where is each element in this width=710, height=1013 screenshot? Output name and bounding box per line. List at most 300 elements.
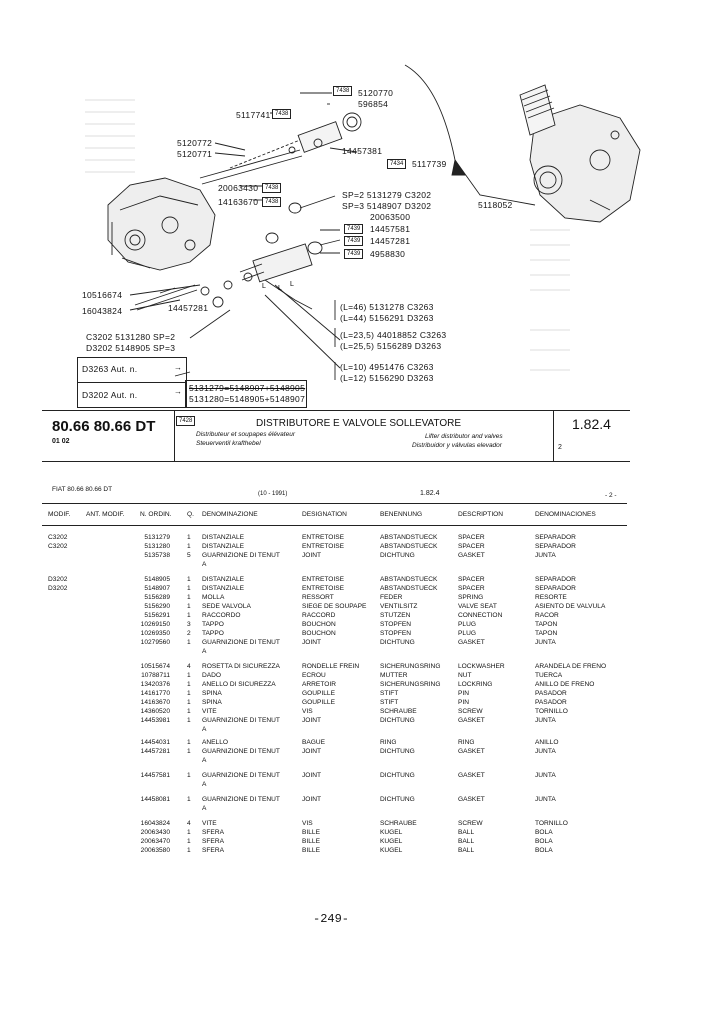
cell-es: RACOR [535,612,559,619]
cell-es: PASADOR [535,690,567,697]
cell-de: DICHTUNG [380,717,415,724]
cell-fr: JOINT [302,772,322,779]
cell-it: GUARNIZIONE DI TENUT [202,717,280,724]
cell-m: D3202 [48,576,68,583]
cell-en: BALL [458,829,475,836]
aut-row-2: D3202 Aut. n. [82,390,138,400]
part-callout: (L=25,5) 5156289 D3263 [340,341,442,351]
cell-fr: SIEGE DE SOUPAPE [302,603,367,610]
cell-de: FEDER [380,594,403,601]
cell-fr: RACCORD [302,612,336,619]
table-row [0,805,620,814]
table-row [0,552,620,561]
part-callout: 14457281 [168,303,209,313]
cell-fr: RESSORT [302,594,334,601]
table-row [0,576,620,585]
cell-fr: ECROU [302,672,326,679]
cell-en: GASKET [458,748,485,755]
cell-n: 13420376 [140,681,170,688]
part-callout: (L=44) 5156291 D3263 [340,313,434,323]
cell-fr: JOINT [302,639,322,646]
cell-it: DISTANZIALE [202,534,245,541]
col-benennung: BENENNUNG [380,511,423,518]
cell-q: 1 [187,534,191,541]
cell-es: JUNTA [535,748,556,755]
table-row [0,757,620,766]
cell-en: GASKET [458,717,485,724]
cell-en: GASKET [458,639,485,646]
header-divider [174,411,175,461]
cell-de: KUGEL [380,829,403,836]
header-ref-tag: 7428 [176,416,195,426]
cell-de: ABSTANDSTUECK [380,543,438,550]
col-q: Q. [187,511,194,518]
cell-fr: JOINT [302,796,322,803]
cell-it: GUARNIZIONE DI TENUT [202,552,280,559]
table-date: (10 - 1991) [258,491,288,497]
cell-es: JUNTA [535,552,556,559]
page-small: 2 [558,444,562,451]
cell-q: 1 [187,838,191,845]
part-callout: 4958830 [370,249,406,259]
cell-q: 1 [187,717,191,724]
cell-n: 14457281 [140,748,170,755]
cell-es: ARANDELA DE FRENO [535,663,607,670]
cell-q: 1 [187,603,191,610]
cell-n: 14458081 [140,796,170,803]
cell-en: PLUG [458,621,476,628]
cell-it: GUARNIZIONE DI TENUT [202,796,280,803]
cell-en: PLUG [458,630,476,637]
ref-tag: 7438 [272,109,291,119]
title-de: Steuerventil krafthebel [196,440,261,447]
cell-it: VITE [202,820,217,827]
cell-de: DICHTUNG [380,639,415,646]
cell-it: A [202,757,207,764]
cell-q: 1 [187,639,191,646]
aut-formula-1: 5131279=5148907+5148905 [189,383,306,393]
col-modif: MODIF. [48,511,71,518]
part-callout: 20063500 [370,212,411,222]
cell-fr: ENTRETOISE [302,585,345,592]
cell-es: BOLA [535,838,553,845]
cell-it: TAPPO [202,630,224,637]
cell-it: A [202,561,207,568]
part-callout: (L=12) 5156290 D3263 [340,373,434,383]
cell-n: 5131280 [144,543,170,550]
cell-it: A [202,781,207,788]
cell-q: 1 [187,748,191,755]
cell-n: 14360520 [140,708,170,715]
cell-it: ANELLO DI SICUREZZA [202,681,276,688]
cell-q: 1 [187,543,191,550]
table-row [0,594,620,603]
table-row [0,585,620,594]
cell-es: TORNILLO [535,820,568,827]
cell-de: ABSTANDSTUECK [380,534,438,541]
ref-tag: 7434 [387,159,406,169]
page-number: -249- [313,912,350,926]
cell-fr: BILLE [302,829,320,836]
table-row [0,681,620,690]
arrow-right-icon: → [174,387,182,396]
cell-en: SCREW [458,820,483,827]
cell-en: BALL [458,847,475,854]
svg-text:L: L [262,283,266,290]
table-row [0,690,620,699]
cell-it: TAPPO [202,621,224,628]
cell-de: DICHTUNG [380,552,415,559]
cell-n: 5148905 [144,576,170,583]
part-callout: SP=3 5148907 D3202 [342,201,432,211]
cell-es: JUNTA [535,717,556,724]
cell-fr: JOINT [302,717,322,724]
table-row [0,663,620,672]
cell-fr: ENTRETOISE [302,576,345,583]
cell-de: DICHTUNG [380,796,415,803]
table-row [0,603,620,612]
cell-en: LOCKWASHER [458,663,505,670]
cell-es: BOLA [535,847,553,854]
cell-it: GUARNIZIONE DI TENUT [202,748,280,755]
col-denominaciones: DENOMINACIONES [535,511,596,518]
cell-es: JUNTA [535,796,556,803]
cell-de: SCHRAUBE [380,820,417,827]
cell-fr: VIS [302,708,313,715]
cell-fr: VIS [302,820,313,827]
cell-n: 10788711 [141,672,170,679]
cell-es: TUERCA [535,672,563,679]
cell-n: 14454031 [140,739,170,746]
table-row [0,717,620,726]
cell-de: STUTZEN [380,612,411,619]
cell-m: C3202 [48,534,68,541]
cell-es: JUNTA [535,772,556,779]
title-en: Lifter distributor and valves [425,433,503,440]
model-code: 01 02 [52,438,70,445]
table-row [0,847,620,856]
cell-es: ANILLO DE FRENO [535,681,595,688]
cell-fr: JOINT [302,552,322,559]
cell-de: ABSTANDSTUECK [380,585,438,592]
cell-n: 20063580 [140,847,170,854]
cell-en: SPACER [458,585,485,592]
model-title: 80.66 80.66 DT [52,418,156,435]
part-callout: 10516674 [82,290,123,300]
table-row [0,630,620,639]
part-callout: 596854 [358,99,389,109]
cell-n: 10269350 [140,630,170,637]
cell-n: 20063470 [140,838,170,845]
parts-table-body [0,534,710,854]
cell-en: NUT [458,672,472,679]
ref-tag: 7438 [262,183,281,193]
cell-n: 5156291 [144,612,170,619]
cell-q: 5 [187,552,191,559]
cell-de: DICHTUNG [380,772,415,779]
cell-q: 1 [187,681,191,688]
part-callout: 16043824 [82,306,123,316]
table-row [0,534,620,543]
ref-tag: 7439 [344,249,363,259]
ref-tag: 7438 [333,86,352,96]
cell-es: JUNTA [535,639,556,646]
table-row [0,672,620,681]
cell-es: TORNILLO [535,708,568,715]
ref-tag: 7438 [262,197,281,207]
cell-en: LOCKRING [458,681,493,688]
cell-fr: GOUPILLE [302,699,335,706]
cell-es: SEPARADOR [535,534,576,541]
cell-q: 1 [187,612,191,619]
col-n-ordin: N. ORDIN. [140,511,172,518]
col-ant-modif: ANT. MODIF. [86,511,125,518]
table-row [0,838,620,847]
cell-it: SPINA [202,690,222,697]
cell-fr: RONDELLE FREIN [302,663,360,670]
table-row [0,820,620,829]
table-row [0,748,620,757]
cell-de: SICHERUNGSRING [380,681,441,688]
cell-n: 5135738 [144,552,170,559]
cell-fr: ENTRETOISE [302,534,345,541]
aut-row-1: D3263 Aut. n. [82,364,138,374]
cell-q: 1 [187,708,191,715]
cell-en: PIN [458,690,469,697]
cell-es: SEPARADOR [535,585,576,592]
cell-it: A [202,648,207,655]
cell-n: 16043824 [140,820,170,827]
arrow-right-icon: → [174,363,182,372]
cell-es: ANILLO [535,739,559,746]
cell-n: 10515674 [140,663,170,670]
svg-text:L: L [290,281,294,288]
svg-text:L: L [278,285,282,292]
cell-it: DISTANZIALE [202,543,245,550]
cell-n: 14161770 [140,690,170,697]
part-callout: (L=23,5) 44018852 C3263 [340,330,447,340]
title-fr: Distributeur et soupapes élévateur [196,431,296,438]
cell-fr: BILLE [302,847,320,854]
cell-en: BALL [458,838,475,845]
cell-de: STIFT [380,699,399,706]
part-callout: 14457381 [342,146,383,156]
cell-q: 1 [187,576,191,583]
cell-en: VALVE SEAT [458,603,497,610]
cell-m: D3202 [48,585,68,592]
cell-en: GASKET [458,552,485,559]
cell-es: PASADOR [535,699,567,706]
cell-n: 10269150 [140,621,170,628]
table-row [0,829,620,838]
cell-it: SFERA [202,847,224,854]
part-callout: C3202 5131280 SP=2 [86,332,176,342]
cell-de: SICHERUNGSRING [380,663,441,670]
part-callout: 14457281 [370,236,411,246]
cell-q: 4 [187,663,191,670]
cell-fr: GOUPILLE [302,690,335,697]
cell-en: GASKET [458,796,485,803]
cell-q: 1 [187,690,191,697]
part-callout: 5120772 [177,138,213,148]
cell-q: 4 [187,820,191,827]
cell-es: SEPARADOR [535,543,576,550]
header-divider [553,411,554,461]
cell-it: MOLLA [202,594,225,601]
part-callout: 5120770 [358,88,394,98]
part-callout: D3202 5148905 SP=3 [86,343,176,353]
table-section: 1.82.4 [420,490,440,497]
cell-it: SPINA [202,699,222,706]
header-rule [42,410,630,411]
cell-it: VITE [202,708,217,715]
cell-it: DISTANZIALE [202,576,245,583]
cell-q: 1 [187,739,191,746]
cell-it: A [202,726,207,733]
cell-en: SPACER [458,543,485,550]
section-number: 1.82.4 [572,416,611,432]
section-title: DISTRIBUTORE E VALVOLE SOLLEVATORE [256,418,462,429]
table-page: - 2 - [605,492,617,499]
cell-q: 1 [187,699,191,706]
table-row [0,639,620,648]
cell-en: SPACER [458,576,485,583]
cell-en: GASKET [458,772,485,779]
part-callout: (L=10) 4951476 C3263 [340,362,434,372]
header-rule [42,461,630,462]
cell-it: SEDE VALVOLA [202,603,251,610]
cell-en: SPRING [458,594,484,601]
cell-fr: BOUCHON [302,621,336,628]
cell-n: 5148907 [144,585,170,592]
cell-fr: ARRETOIR [302,681,336,688]
cell-en: SCREW [458,708,483,715]
cell-it: ROSETTA DI SICUREZZA [202,663,280,670]
cell-m: C3202 [48,543,68,550]
cell-fr: JOINT [302,748,322,755]
cell-de: RING [380,739,397,746]
cell-it: ANELLO [202,739,229,746]
cell-es: TAPON [535,621,558,628]
cell-it: GUARNIZIONE DI TENUT [202,772,280,779]
table-row [0,739,620,748]
cell-fr: ENTRETOISE [302,543,345,550]
part-callout: 20063430 [218,183,259,193]
cell-de: ABSTANDSTUECK [380,576,438,583]
aut-box [77,357,187,408]
cell-es: TAPON [535,630,558,637]
ref-tag: 7439 [344,236,363,246]
table-rule [42,503,627,504]
cell-fr: BAGUE [302,739,326,746]
table-row [0,648,620,657]
cell-de: DICHTUNG [380,748,415,755]
cell-es: ASIENTO DE VALVULA [535,603,606,610]
col-designation: DESIGNATION [302,511,347,518]
cell-n: 14163670 [140,699,170,706]
cell-q: 2 [187,630,191,637]
part-callout: (L=46) 5131278 C3263 [340,302,434,312]
cell-n: 14453981 [140,717,170,724]
table-make: FIAT 80.66 80.66 DT [52,486,113,493]
cell-de: STOPFEN [380,630,412,637]
part-callout: 14457581 [370,224,411,234]
cell-n: 14457581 [140,772,170,779]
cell-de: VENTILSITZ [380,603,418,610]
table-row [0,781,620,790]
cell-it: DADO [202,672,222,679]
cell-en: SPACER [458,534,485,541]
aut-formula-2: 5131280=5148905+5148907 [189,394,306,404]
col-denominazione: DENOMINAZIONE [202,511,258,518]
cell-de: MUTTER [380,672,408,679]
cell-n: 5156289 [144,594,170,601]
table-header [0,511,710,521]
title-es: Distribuidor y válvulas elevador [412,442,502,449]
part-callout: 5117741 [236,110,271,120]
part-callout: 5117739 [412,159,447,169]
cell-q: 3 [187,621,191,628]
cell-de: KUGEL [380,847,403,854]
cell-n: 5156290 [144,603,170,610]
part-callout: 14163670 [218,197,259,207]
cell-es: BOLA [535,829,553,836]
cell-it: RACCORDO [202,612,241,619]
cell-es: RESORTE [535,594,567,601]
cell-it: A [202,805,207,812]
table-row [0,772,620,781]
cell-it: GUARNIZIONE DI TENUT [202,639,280,646]
cell-q: 1 [187,796,191,803]
cell-q: 1 [187,585,191,592]
part-callout: SP=2 5131279 C3202 [342,190,432,200]
part-callout: 5118052 [478,200,513,210]
cell-q: 1 [187,847,191,854]
cell-fr: BILLE [302,838,320,845]
cell-de: KUGEL [380,838,403,845]
table-row [0,621,620,630]
table-row [0,543,620,552]
cell-it: DISTANZIALE [202,585,245,592]
cell-q: 1 [187,672,191,679]
cell-de: SCHRAUBE [380,708,417,715]
table-row [0,561,620,570]
cell-en: PIN [458,699,469,706]
table-row [0,699,620,708]
table-row [0,796,620,805]
part-callout: 5120771 [177,149,213,159]
cell-de: STIFT [380,690,399,697]
cell-n: 5131279 [144,534,170,541]
cell-it: SFERA [202,838,224,845]
table-row [0,612,620,621]
cell-q: 1 [187,772,191,779]
cell-en: CONNECTION [458,612,503,619]
cell-fr: BOUCHON [302,630,336,637]
cell-de: STOPFEN [380,621,412,628]
cell-q: 1 [187,829,191,836]
cell-es: SEPARADOR [535,576,576,583]
cell-n: 10279560 [140,639,170,646]
aut-formula-box [185,380,307,408]
table-rule [42,525,627,526]
cell-n: 20063430 [140,829,170,836]
table-row [0,708,620,717]
col-description: DESCRIPTION [458,511,504,518]
cell-q: 1 [187,594,191,601]
cell-en: RING [458,739,475,746]
ref-tag: 7439 [344,224,363,234]
